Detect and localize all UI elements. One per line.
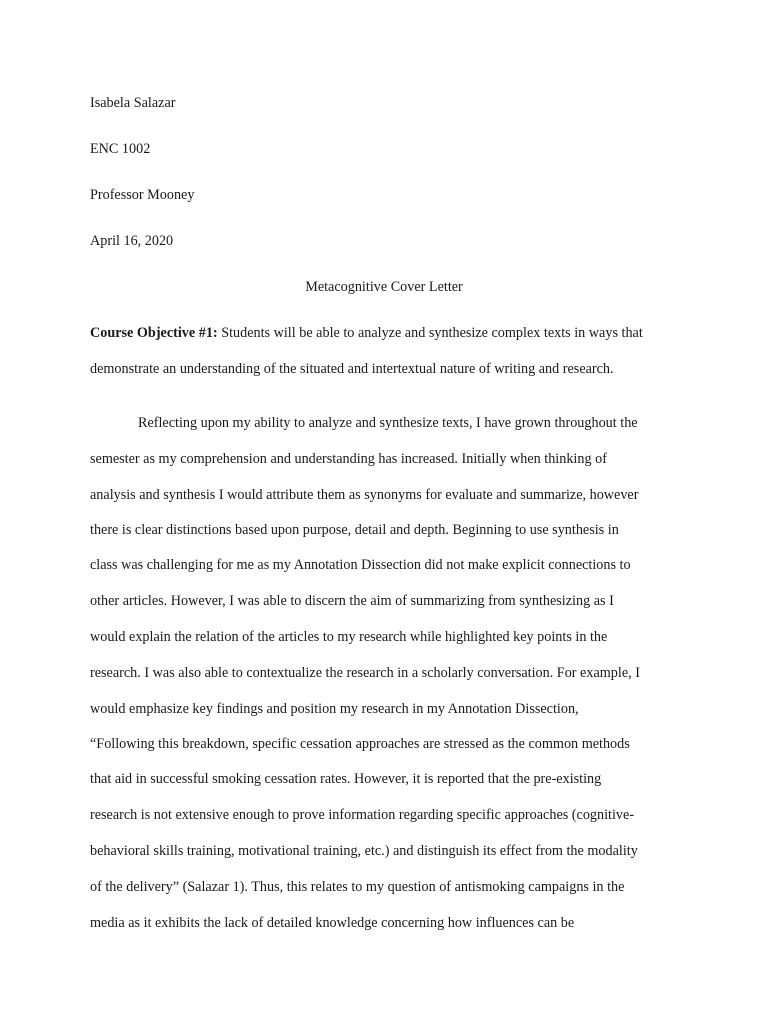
body-line: would emphasize key findings and position my research in my Annotation Dissection, [90, 701, 579, 717]
body-line: would explain the relation of the articles to my research while highlighted key points in the [90, 629, 608, 645]
body-line: Reflecting upon my ability to analyze and synthesize texts, I have grown throughout the [138, 415, 638, 431]
body-line: other articles. However, I was able to discern the aim of summarizing from synthesizing as I [90, 593, 614, 609]
body-line: there is clear distinctions based upon purpose, detail and depth. Beginning to use synthesis in [90, 522, 619, 538]
body-line: “Following this breakdown, specific cessation approaches are stressed as the common methods [90, 736, 630, 752]
body-line: research is not extensive enough to prove information regarding specific approaches (cognitive- [90, 807, 635, 823]
course-code: ENC 1002 [90, 141, 151, 157]
body-line: media as it exhibits the lack of detailed knowledge concerning how influences can be [90, 915, 575, 931]
body-line: analysis and synthesis I would attribute them as synonyms for evaluate and summarize, however [90, 487, 639, 503]
objective-line-2: demonstrate an understanding of the situated and intertextual nature of writing and research. [90, 361, 614, 377]
body-line: behavioral skills training, motivational training, etc.) and distinguish its effect from the modality [90, 843, 638, 859]
document-title: Metacognitive Cover Letter [305, 279, 463, 295]
professor-name: Professor Mooney [90, 187, 195, 203]
body-line: that aid in successful smoking cessation rates. However, it is reported that the pre-existing [90, 771, 602, 787]
body-line: of the delivery” (Salazar 1). Thus, this relates to my question of antismoking campaigns in the [90, 879, 625, 895]
author-name: Isabela Salazar [90, 95, 176, 111]
objective-text-1: Students will be able to analyze and synthesize complex texts in ways that [217, 325, 643, 341]
objective-label: Course Objective #1: [90, 325, 218, 341]
objective-line-1 [90, 324, 643, 342]
body-line: research. I was also able to contextualize the research in a scholarly conversation. For example, I [90, 665, 640, 681]
date: April 16, 2020 [90, 233, 174, 249]
body-line: class was challenging for me as my Annotation Dissection did not make explicit connections to [90, 557, 631, 573]
body-line: semester as my comprehension and understanding has increased. Initially when thinking of [90, 451, 607, 467]
